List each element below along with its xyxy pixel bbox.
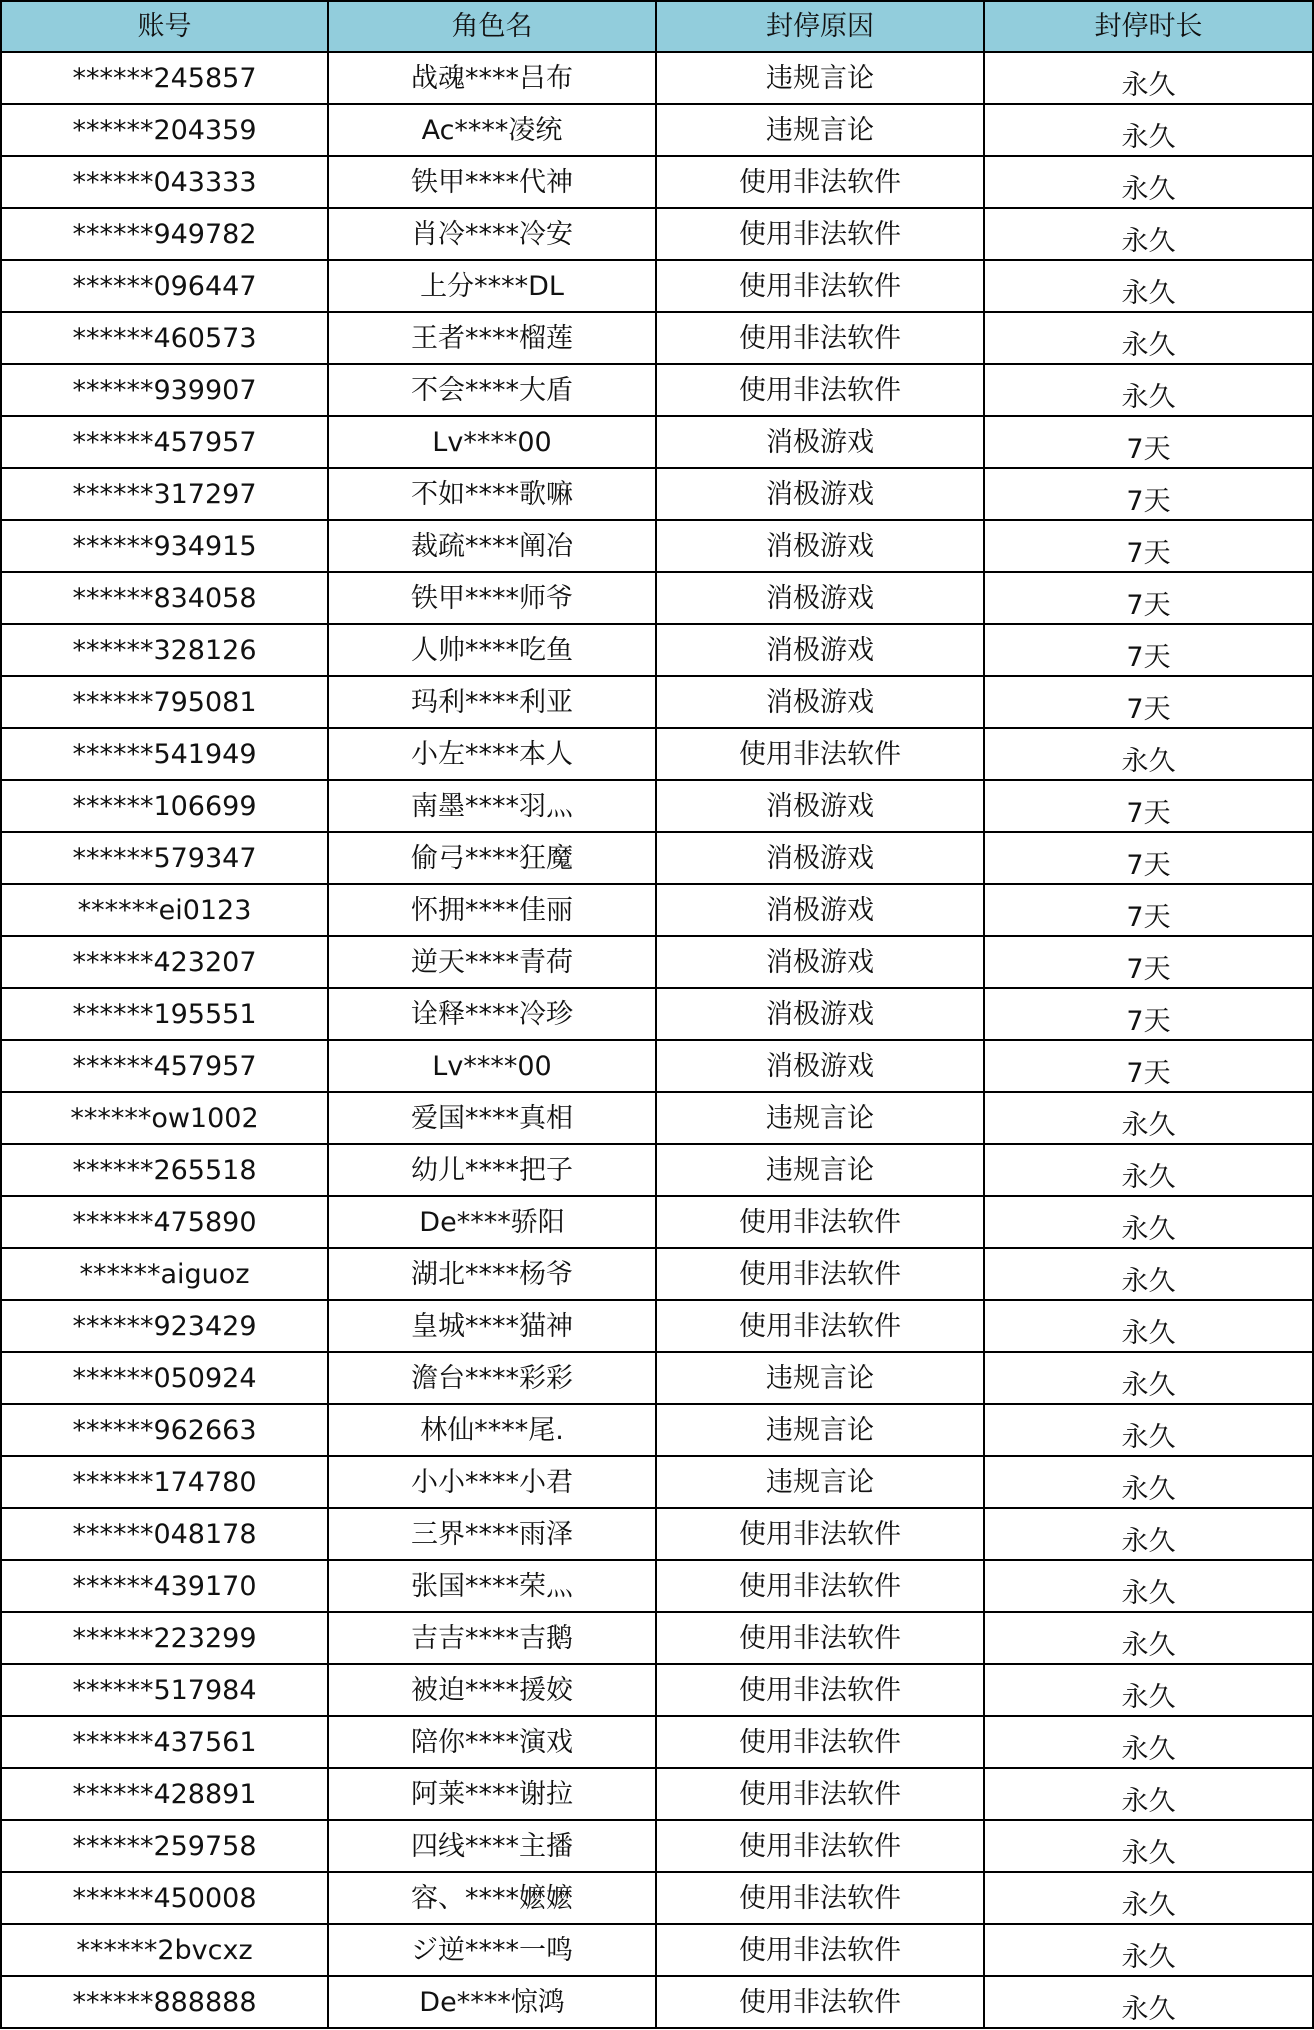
cell-ban-reason: 消极游戏 — [656, 572, 984, 624]
cell-ban-duration: 永久 — [984, 1300, 1313, 1352]
cell-account: ******050924 — [1, 1352, 328, 1404]
table-row — [1, 1352, 1313, 1404]
cell-ban-duration: 永久 — [984, 1664, 1313, 1716]
cell-role-name: 不如****歌嘛 — [328, 468, 656, 520]
cell-role-name: De****骄阳 — [328, 1196, 656, 1248]
table-row — [1, 1820, 1313, 1872]
table-row — [1, 520, 1313, 572]
cell-account: ******939907 — [1, 364, 328, 416]
cell-account: ******428891 — [1, 1768, 328, 1820]
cell-ban-duration: 永久 — [984, 1820, 1313, 1872]
cell-ban-reason: 使用非法软件 — [656, 1612, 984, 1664]
cell-ban-reason: 消极游戏 — [656, 416, 984, 468]
cell-account: ******888888 — [1, 1976, 328, 2028]
cell-account: ******923429 — [1, 1300, 328, 1352]
cell-account: ******317297 — [1, 468, 328, 520]
cell-account: ******517984 — [1, 1664, 328, 1716]
cell-ban-reason: 使用非法软件 — [656, 1508, 984, 1560]
table-row — [1, 676, 1313, 728]
cell-ban-reason: 消极游戏 — [656, 936, 984, 988]
cell-role-name: 偷弓****狂魔 — [328, 832, 656, 884]
cell-ban-duration: 永久 — [984, 1248, 1313, 1300]
header-account: 账号 — [1, 1, 328, 52]
cell-ban-duration: 永久 — [984, 1768, 1313, 1820]
cell-ban-duration: 7天 — [984, 520, 1313, 572]
cell-account: ******439170 — [1, 1560, 328, 1612]
cell-ban-duration: 永久 — [984, 1196, 1313, 1248]
cell-role-name: 铁甲****代神 — [328, 156, 656, 208]
table-row — [1, 1664, 1313, 1716]
cell-ban-duration: 永久 — [984, 1560, 1313, 1612]
cell-role-name: 上分****DL — [328, 260, 656, 312]
cell-ban-reason: 使用非法软件 — [656, 1976, 984, 2028]
table-row — [1, 988, 1313, 1040]
cell-ban-duration: 永久 — [984, 1456, 1313, 1508]
table-row — [1, 780, 1313, 832]
cell-ban-duration: 永久 — [984, 1924, 1313, 1976]
cell-ban-reason: 使用非法软件 — [656, 1248, 984, 1300]
cell-role-name: 王者****榴莲 — [328, 312, 656, 364]
cell-role-name: 林仙****尾. — [328, 1404, 656, 1456]
cell-ban-reason: 使用非法软件 — [656, 1664, 984, 1716]
table-row — [1, 1248, 1313, 1300]
cell-ban-duration: 永久 — [984, 156, 1313, 208]
cell-ban-reason: 消极游戏 — [656, 780, 984, 832]
cell-account: ******245857 — [1, 52, 328, 104]
cell-ban-duration: 永久 — [984, 312, 1313, 364]
cell-role-name: 容、****嬷嬷 — [328, 1872, 656, 1924]
cell-ban-reason: 使用非法软件 — [656, 1716, 984, 1768]
cell-account: ******223299 — [1, 1612, 328, 1664]
cell-role-name: 裁疏****阐冶 — [328, 520, 656, 572]
table-body — [1, 52, 1313, 2028]
cell-ban-duration: 永久 — [984, 1872, 1313, 1924]
cell-ban-duration: 7天 — [984, 468, 1313, 520]
cell-account: ******475890 — [1, 1196, 328, 1248]
cell-role-name: Ac****凌统 — [328, 104, 656, 156]
table-row — [1, 1872, 1313, 1924]
cell-account: ******949782 — [1, 208, 328, 260]
cell-ban-reason: 违规言论 — [656, 1144, 984, 1196]
cell-account: ******096447 — [1, 260, 328, 312]
table-row — [1, 832, 1313, 884]
cell-ban-reason: 使用非法软件 — [656, 312, 984, 364]
table-row — [1, 156, 1313, 208]
cell-role-name: 不会****大盾 — [328, 364, 656, 416]
cell-ban-reason: 使用非法软件 — [656, 208, 984, 260]
table-row — [1, 1144, 1313, 1196]
table-row — [1, 52, 1313, 104]
cell-account: ******174780 — [1, 1456, 328, 1508]
cell-role-name: 小左****本人 — [328, 728, 656, 780]
table-row — [1, 1040, 1313, 1092]
cell-role-name: 小小****小君 — [328, 1456, 656, 1508]
cell-role-name: Lv****00 — [328, 1040, 656, 1092]
header-ban-reason: 封停原因 — [656, 1, 984, 52]
cell-role-name: 铁甲****师爷 — [328, 572, 656, 624]
table-row — [1, 1612, 1313, 1664]
cell-account: ******423207 — [1, 936, 328, 988]
cell-account: ******106699 — [1, 780, 328, 832]
cell-account: ******043333 — [1, 156, 328, 208]
table-row — [1, 1716, 1313, 1768]
cell-account: ******2bvcxz — [1, 1924, 328, 1976]
cell-role-name: De****惊鸿 — [328, 1976, 656, 2028]
cell-account: ******048178 — [1, 1508, 328, 1560]
cell-ban-duration: 永久 — [984, 1144, 1313, 1196]
cell-account: ******265518 — [1, 1144, 328, 1196]
cell-ban-reason: 使用非法软件 — [656, 1924, 984, 1976]
cell-role-name: 吉吉****吉鹅 — [328, 1612, 656, 1664]
cell-ban-duration: 永久 — [984, 260, 1313, 312]
cell-account: ******934915 — [1, 520, 328, 572]
cell-ban-reason: 消极游戏 — [656, 832, 984, 884]
cell-ban-reason: 违规言论 — [656, 52, 984, 104]
cell-account: ******195551 — [1, 988, 328, 1040]
cell-ban-reason: 使用非法软件 — [656, 1560, 984, 1612]
cell-ban-reason: 消极游戏 — [656, 884, 984, 936]
cell-ban-reason: 消极游戏 — [656, 468, 984, 520]
cell-account: ******259758 — [1, 1820, 328, 1872]
cell-ban-reason: 违规言论 — [656, 104, 984, 156]
cell-account: ******328126 — [1, 624, 328, 676]
cell-ban-duration: 7天 — [984, 832, 1313, 884]
table-row — [1, 1456, 1313, 1508]
cell-ban-reason: 违规言论 — [656, 1092, 984, 1144]
cell-ban-duration: 永久 — [984, 208, 1313, 260]
table-row — [1, 1976, 1313, 2028]
cell-role-name: ジ逆****一鸣 — [328, 1924, 656, 1976]
cell-role-name: 皇城****猫神 — [328, 1300, 656, 1352]
cell-account: ******204359 — [1, 104, 328, 156]
cell-role-name: 玛利****利亚 — [328, 676, 656, 728]
header-ban-duration: 封停时长 — [984, 1, 1313, 52]
cell-role-name: 人帅****吃鱼 — [328, 624, 656, 676]
table-row — [1, 208, 1313, 260]
cell-role-name: 幼儿****把子 — [328, 1144, 656, 1196]
cell-role-name: 澹台****彩彩 — [328, 1352, 656, 1404]
cell-role-name: 张国****荣灬 — [328, 1560, 656, 1612]
cell-account: ******541949 — [1, 728, 328, 780]
cell-account: ******962663 — [1, 1404, 328, 1456]
cell-role-name: 诠释****冷珍 — [328, 988, 656, 1040]
table-row — [1, 468, 1313, 520]
cell-ban-reason: 消极游戏 — [656, 520, 984, 572]
cell-role-name: 四线****主播 — [328, 1820, 656, 1872]
table-row — [1, 1196, 1313, 1248]
cell-ban-duration: 永久 — [984, 1716, 1313, 1768]
table-row — [1, 260, 1313, 312]
cell-ban-reason: 使用非法软件 — [656, 364, 984, 416]
cell-account: ******450008 — [1, 1872, 328, 1924]
cell-ban-reason: 使用非法软件 — [656, 1872, 984, 1924]
cell-ban-duration: 永久 — [984, 728, 1313, 780]
cell-ban-reason: 使用非法软件 — [656, 156, 984, 208]
table-row — [1, 416, 1313, 468]
cell-ban-duration: 永久 — [984, 104, 1313, 156]
cell-role-name: 湖北****杨爷 — [328, 1248, 656, 1300]
cell-role-name: 陪你****演戏 — [328, 1716, 656, 1768]
table-row — [1, 1508, 1313, 1560]
cell-account: ******457957 — [1, 416, 328, 468]
table-row — [1, 572, 1313, 624]
cell-ban-reason: 使用非法软件 — [656, 1820, 984, 1872]
cell-ban-reason: 使用非法软件 — [656, 1768, 984, 1820]
cell-ban-duration: 永久 — [984, 1352, 1313, 1404]
cell-ban-reason: 消极游戏 — [656, 988, 984, 1040]
table-row — [1, 884, 1313, 936]
cell-ban-duration: 永久 — [984, 52, 1313, 104]
table-row — [1, 104, 1313, 156]
cell-ban-reason: 使用非法软件 — [656, 260, 984, 312]
table-row — [1, 1300, 1313, 1352]
header-row — [1, 1, 1313, 52]
cell-ban-duration: 永久 — [984, 1092, 1313, 1144]
cell-account: ******ow1002 — [1, 1092, 328, 1144]
table-row — [1, 1404, 1313, 1456]
cell-ban-reason: 违规言论 — [656, 1404, 984, 1456]
cell-ban-reason: 使用非法软件 — [656, 1196, 984, 1248]
table-row — [1, 1768, 1313, 1820]
cell-ban-reason: 使用非法软件 — [656, 728, 984, 780]
cell-ban-duration: 7天 — [984, 416, 1313, 468]
cell-role-name: 肖冷****冷安 — [328, 208, 656, 260]
cell-ban-duration: 永久 — [984, 364, 1313, 416]
cell-role-name: 逆天****青荷 — [328, 936, 656, 988]
cell-account: ******460573 — [1, 312, 328, 364]
cell-account: ******aiguoz — [1, 1248, 328, 1300]
table-row — [1, 728, 1313, 780]
cell-role-name: 南墨****羽灬 — [328, 780, 656, 832]
cell-ban-duration: 7天 — [984, 572, 1313, 624]
cell-ban-reason: 消极游戏 — [656, 624, 984, 676]
cell-ban-duration: 7天 — [984, 988, 1313, 1040]
cell-ban-reason: 违规言论 — [656, 1456, 984, 1508]
table-header — [1, 1, 1313, 52]
table-row — [1, 1092, 1313, 1144]
cell-account: ******579347 — [1, 832, 328, 884]
cell-ban-reason: 消极游戏 — [656, 1040, 984, 1092]
table-row — [1, 936, 1313, 988]
header-role-name: 角色名 — [328, 1, 656, 52]
table-row — [1, 624, 1313, 676]
table-row — [1, 1560, 1313, 1612]
cell-ban-reason: 使用非法软件 — [656, 1300, 984, 1352]
cell-account: ******437561 — [1, 1716, 328, 1768]
cell-ban-duration: 永久 — [984, 1976, 1313, 2028]
cell-role-name: 战魂****吕布 — [328, 52, 656, 104]
cell-ban-reason: 消极游戏 — [656, 676, 984, 728]
cell-ban-duration: 永久 — [984, 1404, 1313, 1456]
cell-ban-duration: 7天 — [984, 676, 1313, 728]
cell-ban-duration: 7天 — [984, 1040, 1313, 1092]
cell-role-name: 爱国****真相 — [328, 1092, 656, 1144]
cell-role-name: 三界****雨泽 — [328, 1508, 656, 1560]
cell-ban-duration: 永久 — [984, 1508, 1313, 1560]
cell-account: ******834058 — [1, 572, 328, 624]
cell-ban-duration: 7天 — [984, 624, 1313, 676]
cell-account: ******ei0123 — [1, 884, 328, 936]
cell-ban-reason: 违规言论 — [656, 1352, 984, 1404]
table-row — [1, 1924, 1313, 1976]
cell-role-name: 怀拥****佳丽 — [328, 884, 656, 936]
cell-ban-duration: 7天 — [984, 936, 1313, 988]
cell-account: ******457957 — [1, 1040, 328, 1092]
table-row — [1, 312, 1313, 364]
cell-ban-duration: 7天 — [984, 884, 1313, 936]
cell-role-name: Lv****00 — [328, 416, 656, 468]
cell-role-name: 被迫****援姣 — [328, 1664, 656, 1716]
cell-role-name: 阿莱****谢拉 — [328, 1768, 656, 1820]
table-row — [1, 364, 1313, 416]
cell-account: ******795081 — [1, 676, 328, 728]
cell-ban-duration: 永久 — [984, 1612, 1313, 1664]
cell-ban-duration: 7天 — [984, 780, 1313, 832]
